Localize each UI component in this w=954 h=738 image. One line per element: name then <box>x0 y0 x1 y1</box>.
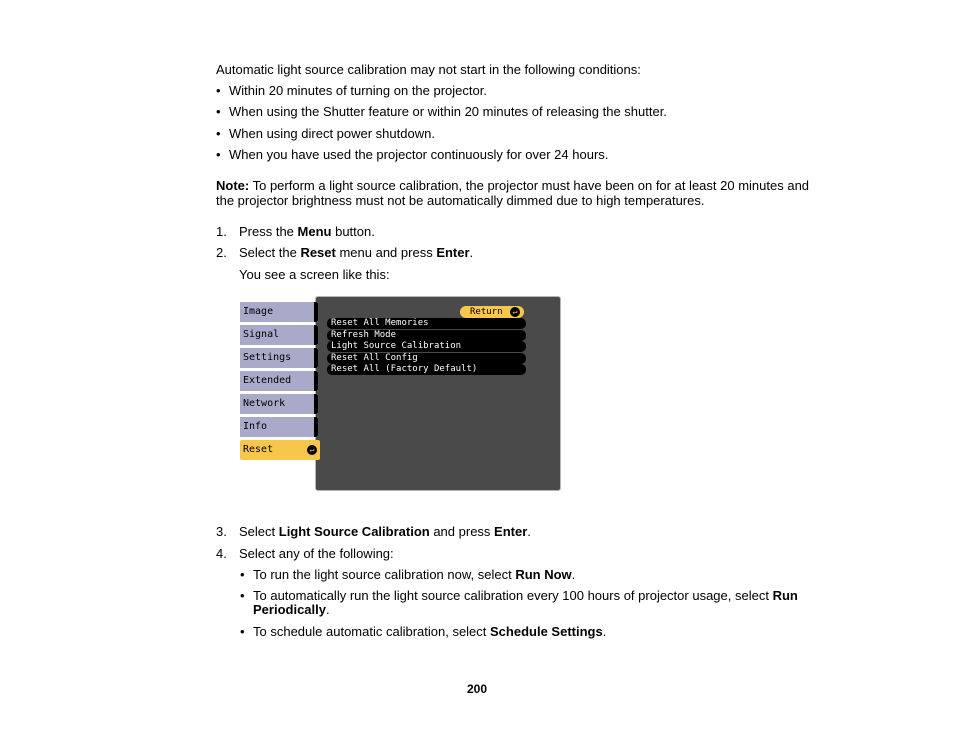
note-label: Note: <box>216 178 250 193</box>
menu-tab-reset <box>240 440 320 460</box>
option-run-now: To run the light source calibration now, select Run Now. <box>253 567 576 582</box>
menu-item-reset-all-config: Reset All Config <box>327 353 526 364</box>
bullet-glyph: • <box>216 104 221 119</box>
condition-item: When using the Shutter feature or within 20 minutes of releasing the shutter. <box>229 104 667 119</box>
step-2-result: You see a screen like this: <box>239 267 390 282</box>
menu-tab-extended: Extended <box>240 371 318 391</box>
option-run-periodically-line-1: To automatically run the light source calibration every 100 hours of projector usage, select Run <box>253 588 798 603</box>
menu-tab-info: Info <box>240 417 318 437</box>
return-label: Return <box>470 307 503 317</box>
return-button <box>460 306 524 318</box>
option-run-periodically-line-2: Periodically. <box>253 602 330 617</box>
note-line-1 <box>216 178 809 193</box>
option-schedule-settings: To schedule automatic calibration, select Schedule Settings. <box>253 624 607 639</box>
menu-tab-reset-label: Reset <box>243 444 274 455</box>
menu-tab-settings: Settings <box>240 348 318 368</box>
enter-icon: ↵ <box>307 445 317 455</box>
step-number: 3. <box>216 524 227 539</box>
note-text-2: the projector brightness must not be automatically dimmed due to high temperatures. <box>216 193 705 208</box>
step-4: Select any of the following: <box>239 546 394 561</box>
bullet-glyph: • <box>216 147 221 162</box>
menu-item-reset-all-memories: Reset All Memories <box>327 318 526 329</box>
menu-item-reset-all-factory: Reset All (Factory Default) <box>327 364 526 375</box>
note-text-1: To perform a light source calibration, the projector must have been on for at least 20 minutes and <box>252 178 810 193</box>
step-number: 4. <box>216 546 227 561</box>
menu-item-refresh-mode: Refresh Mode <box>327 330 526 341</box>
bullet-glyph: • <box>216 126 221 141</box>
menu-tab-network: Network <box>240 394 318 414</box>
menu-tab-image: Image <box>240 302 318 322</box>
page-number: 200 <box>466 682 488 696</box>
condition-item: When you have used the projector continuously for over 24 hours. <box>229 147 609 162</box>
menu-tab-signal: Signal <box>240 325 318 345</box>
step-1: Press the Menu button. <box>239 224 375 239</box>
bullet-glyph: • <box>216 83 221 98</box>
menu-item-light-source-calibration: Light Source Calibration <box>327 341 526 352</box>
bullet-glyph: • <box>240 624 245 639</box>
condition-item: When using direct power shutdown. <box>229 126 435 141</box>
step-number: 1. <box>216 224 227 239</box>
step-number: 2. <box>216 245 227 260</box>
enter-icon: ↵ <box>510 307 520 317</box>
step-2: Select the Reset menu and press Enter. <box>239 245 474 260</box>
condition-item: Within 20 minutes of turning on the projector. <box>229 83 487 98</box>
bullet-glyph: • <box>240 567 245 582</box>
step-3: Select Light Source Calibration and press Enter. <box>239 524 531 539</box>
intro-text: Automatic light source calibration may not start in the following conditions: <box>216 62 641 77</box>
projector-menu-screenshot <box>240 296 561 491</box>
bullet-glyph: • <box>240 588 245 603</box>
